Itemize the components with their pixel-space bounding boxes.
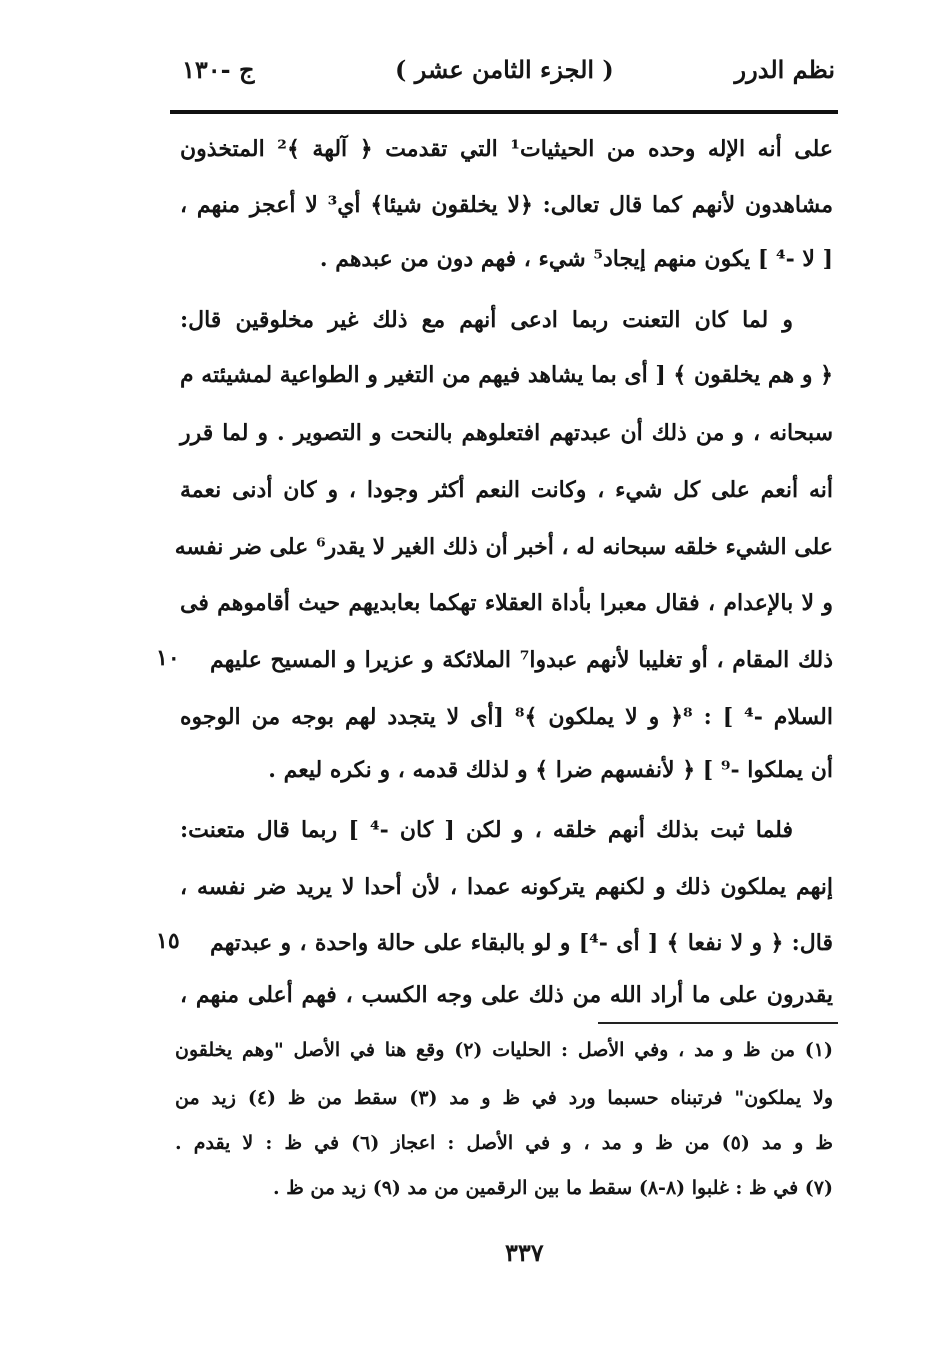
text-line: ذلك المقام ، أو تغليبا لأنهم عبدوا⁷ الملائكة و عزيرا و المسيح عليهم: [210, 647, 833, 673]
text-line: [ لا -⁴ ] يكون منهم إيجاد⁵ شيء ، فهم دون من عبدهم .: [319, 246, 833, 272]
page-number: ٣٣٧: [505, 1238, 544, 1267]
footnote-line: (٧) في ظ : غلبوا (٨-٨) سقط ما بين الرقمين من مد (٩) زيد من ظ .: [272, 1177, 833, 1199]
text-line: أن يملكوا -⁹ ] ﴿ لأنفسهم ضرا ﴾ و لذلك قدمه ، و نكره ليعم .: [268, 757, 833, 783]
line-number-10: ١٠: [156, 645, 180, 671]
book-title: نظم الدرر: [734, 55, 835, 84]
footnote-line: (١) من ظ و مد ، وفي الأصل : الحليات (٢) وقع هنا في الأصل "وهم يخلقون: [175, 1039, 833, 1061]
text-line: مشاهدون لأنهم كما قال تعالى: ﴿لا يخلقون شيئا﴾ أي³ لا أعجز منهم ،: [180, 192, 833, 218]
footnote-line: ظ و مد (٥) من ظ و مد ، و في الأصل : اعجاز (٦) في ظ : لا يقدم .: [175, 1132, 833, 1154]
line-number-15: ١٥: [156, 928, 180, 954]
text-line: و لا بالإعدام ، فقال معبرا بأداة العقلاء تهكما بعابديهم حيث أقاموهم فى: [180, 590, 833, 616]
running-header: [170, 55, 835, 99]
text-line: السلام -⁴ ] : ⁸﴿ و لا يملكون ﴾⁸ [أى لا يتجدد لهم بوجه من الوجوه: [180, 704, 833, 730]
text-line: ﴿ و هم يخلقون ﴾ [ أى بما يشاهد فيهم من التغير و الطواعية لمشيئته م: [180, 362, 833, 388]
text-line: و لما كان التعنت ربما ادعى أنهم مع ذلك غير مخلوقين قال:: [180, 307, 793, 333]
text-line: سبحانه ، و من ذلك أن عبدتهم افتعلوهم بالنحت و التصوير . و لما قرر: [180, 420, 833, 446]
text-line: على الشيء خلقه سبحانه له ، أخبر أن ذلك الغير لا يقدر⁶ على ضر نفسه: [174, 534, 833, 560]
text-line: إنهم يملكون ذلك و لكنهم يتركونه عمدا ، لأن أحدا لا يريد ضر نفسه ،: [180, 874, 833, 900]
text-line: أنه أنعم على كل شيء ، وكانت النعم أكثر وجودا ، و كان أدنى نعمة: [180, 477, 833, 503]
header-rule: [170, 110, 838, 114]
text-line: قال: ﴿ و لا نفعا ﴾ [ أى -⁴] و لو بالبقاء على حالة واحدة ، و عبدتهم: [210, 930, 834, 956]
footnote-separator: [598, 1022, 838, 1024]
footnote-line: ولا يملكون" فرتبناه حسبما ورد في ظ و مد (٣) سقط من ظ (٤) زيد من: [175, 1087, 834, 1109]
text-line: فلما ثبت بذلك أنهم خلقه ، و لكن [ كان -⁴ ] ربما قال متعنت:: [180, 817, 793, 843]
volume-reference: ج -١٣٠: [182, 55, 255, 84]
text-line: يقدرون على ما أراد الله من ذلك على وجه الكسب ، فهم أعلى منهم ،: [180, 982, 833, 1008]
part-title: ( الجزء الثامن عشر ): [395, 55, 614, 84]
text-line: على أنه الإله وحده من الحيثيات¹ التي تقدمت ﴿ آلهة ﴾² المتخذون: [180, 136, 834, 162]
